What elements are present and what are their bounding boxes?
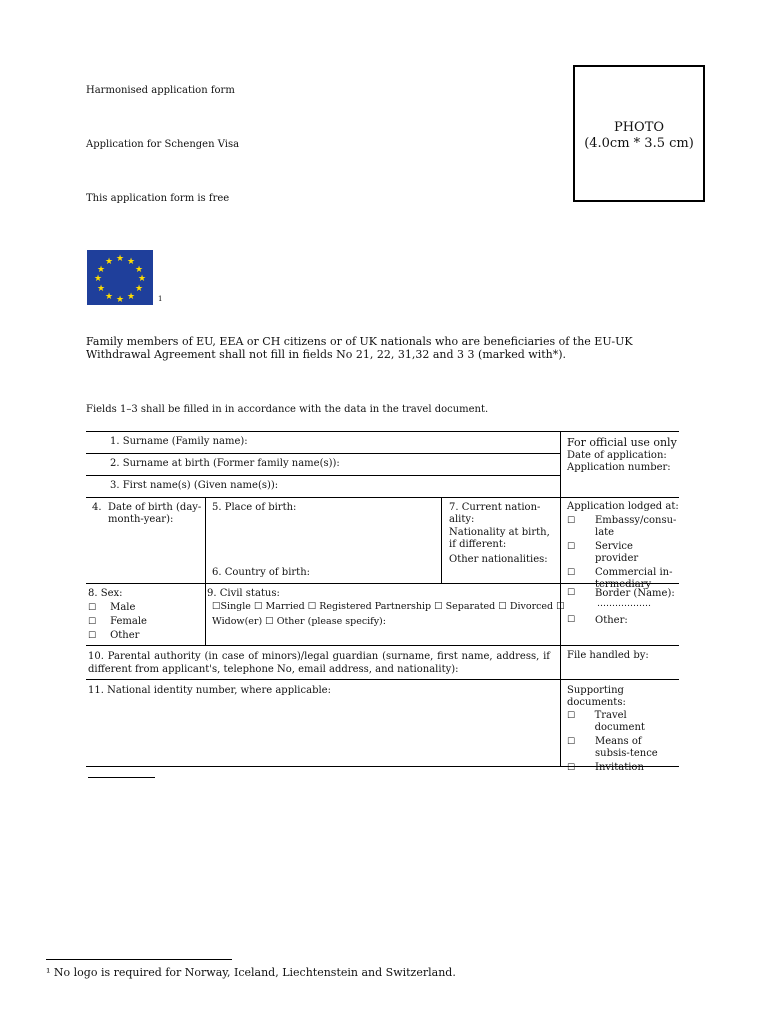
svg-text:★: ★ (96, 265, 106, 275)
free-note: This application form is free (86, 193, 230, 204)
field-place-of-birth[interactable]: 5. Place of birth: (212, 502, 297, 513)
svg-text:★: ★ (126, 292, 136, 302)
svg-text:★: ★ (96, 284, 106, 294)
footnote: ¹ No logo is required for Norway, Iceland, Liechtenstein and Switzerland. (46, 966, 456, 979)
field-civil-status: 9. Civil status: (207, 588, 280, 599)
form-subtitle: Application for Schengen Visa (86, 139, 240, 150)
field-current-nationality[interactable]: 7. Current nation-ality: (449, 502, 541, 525)
field-surname[interactable]: 1. Surname (Family name): (110, 436, 248, 447)
svg-text:★: ★ (104, 292, 114, 302)
svg-text:★: ★ (134, 265, 144, 275)
civil-status-options[interactable]: ☐Single ☐ Married ☐ Registered Partnership ☐ Separated ☐ Divorced ☐ (212, 601, 565, 612)
supporting-option[interactable]: ☐ Invitation (567, 762, 644, 773)
field-sex: 8. Sex: (88, 588, 123, 599)
sex-options (88, 601, 147, 643)
official-supporting: Supporting documents: (567, 685, 626, 708)
official-lodged: Application lodged at: (567, 501, 679, 512)
field-first-names[interactable]: 3. First name(s) (Given name(s)): (110, 480, 279, 491)
svg-text:★: ★ (137, 274, 147, 284)
lodged-option[interactable]: ☐ Embassy/consu-late (567, 515, 677, 538)
checkbox[interactable]: ☐ (567, 763, 576, 773)
photo-box (573, 65, 705, 202)
footnote-rule (46, 959, 232, 960)
official-other: ☐ Other: (567, 615, 628, 626)
field-surname-at-birth[interactable]: 2. Surname at birth (Former family name(s)): (110, 458, 340, 469)
checkbox[interactable]: ☐ (88, 631, 97, 641)
form-title: Harmonised application form (86, 85, 235, 96)
official-use-title: For official use only (567, 436, 677, 449)
supporting-options (567, 710, 679, 774)
photo-label: PHOTO (613, 120, 665, 135)
lodged-options (567, 515, 679, 591)
field-country-of-birth[interactable]: 6. Country of birth: (212, 567, 311, 578)
field-other-nationalities[interactable]: Other nationalities: (449, 554, 548, 565)
field-date-of-birth[interactable]: Date of birth (day-month-year): (108, 502, 202, 525)
sex-option-other[interactable]: ☐ Other (88, 630, 140, 641)
checkbox[interactable]: ☐ (567, 542, 576, 552)
fields-note: Fields 1–3 shall be filled in in accordance with the data in the travel document. (86, 404, 489, 415)
checkbox[interactable]: ☐ (88, 603, 97, 613)
field-dob-number: 4. (92, 502, 102, 513)
checkbox[interactable]: ☐ (567, 588, 576, 598)
field-national-id[interactable]: 11. National identity number, where applicable: (88, 685, 331, 696)
checkbox[interactable]: ☐ (567, 711, 576, 721)
supporting-option[interactable]: ☐ Travel document (567, 710, 645, 733)
sex-option-male[interactable]: ☐ Male (88, 602, 136, 613)
official-date: Date of application: (567, 450, 667, 461)
checkbox[interactable]: ☐ (567, 568, 576, 578)
checkbox[interactable]: ☐ (567, 615, 576, 625)
svg-text:★: ★ (104, 257, 114, 267)
flag-footnote-ref: 1 (158, 295, 163, 303)
eu-flag-icon (87, 250, 153, 305)
official-file-handled: File handled by: (567, 650, 649, 661)
field-nationality-at-birth[interactable]: Nationality at birth, if different: (449, 527, 550, 550)
family-members-note: Family members of EU, EEA or CH citizens or of UK nationals who are beneficiaries of the EU-UK Withdrawal Agreement shall not fill in fields No 21, 22, 31,32 and 3 3 (marked with*). (86, 335, 633, 361)
svg-text:★: ★ (115, 254, 125, 264)
svg-text:★: ★ (93, 274, 103, 284)
svg-text:★: ★ (126, 257, 136, 267)
field-parental-authority[interactable]: 10. Parental authority (in case of minors)/legal guardian (surname, first name, address, if different from applicant's, telephone No, email address, and nationality): (88, 651, 550, 675)
sex-option-female[interactable]: ☐ Female (88, 616, 147, 627)
checkbox[interactable]: ☐ (88, 617, 97, 627)
official-border: ☐ Border (Name): ……………… (567, 588, 675, 609)
civil-status-other[interactable]: Widow(er) ☐ Other (please specify): (212, 616, 386, 627)
official-number: Application number: (567, 462, 671, 473)
checkbox[interactable]: ☐ (567, 737, 576, 747)
footnote-separator (88, 777, 155, 778)
photo-size: (4.0cm * 3.5 cm) (584, 136, 694, 151)
lodged-option[interactable]: ☐ Commercial in-termediary (567, 567, 673, 590)
checkbox[interactable]: ☐ (567, 516, 576, 526)
svg-text:★: ★ (115, 295, 125, 305)
lodged-option[interactable]: ☐ Service provider (567, 541, 639, 564)
supporting-option[interactable]: ☐ Means of subsis-tence (567, 736, 658, 759)
svg-text:★: ★ (134, 284, 144, 294)
